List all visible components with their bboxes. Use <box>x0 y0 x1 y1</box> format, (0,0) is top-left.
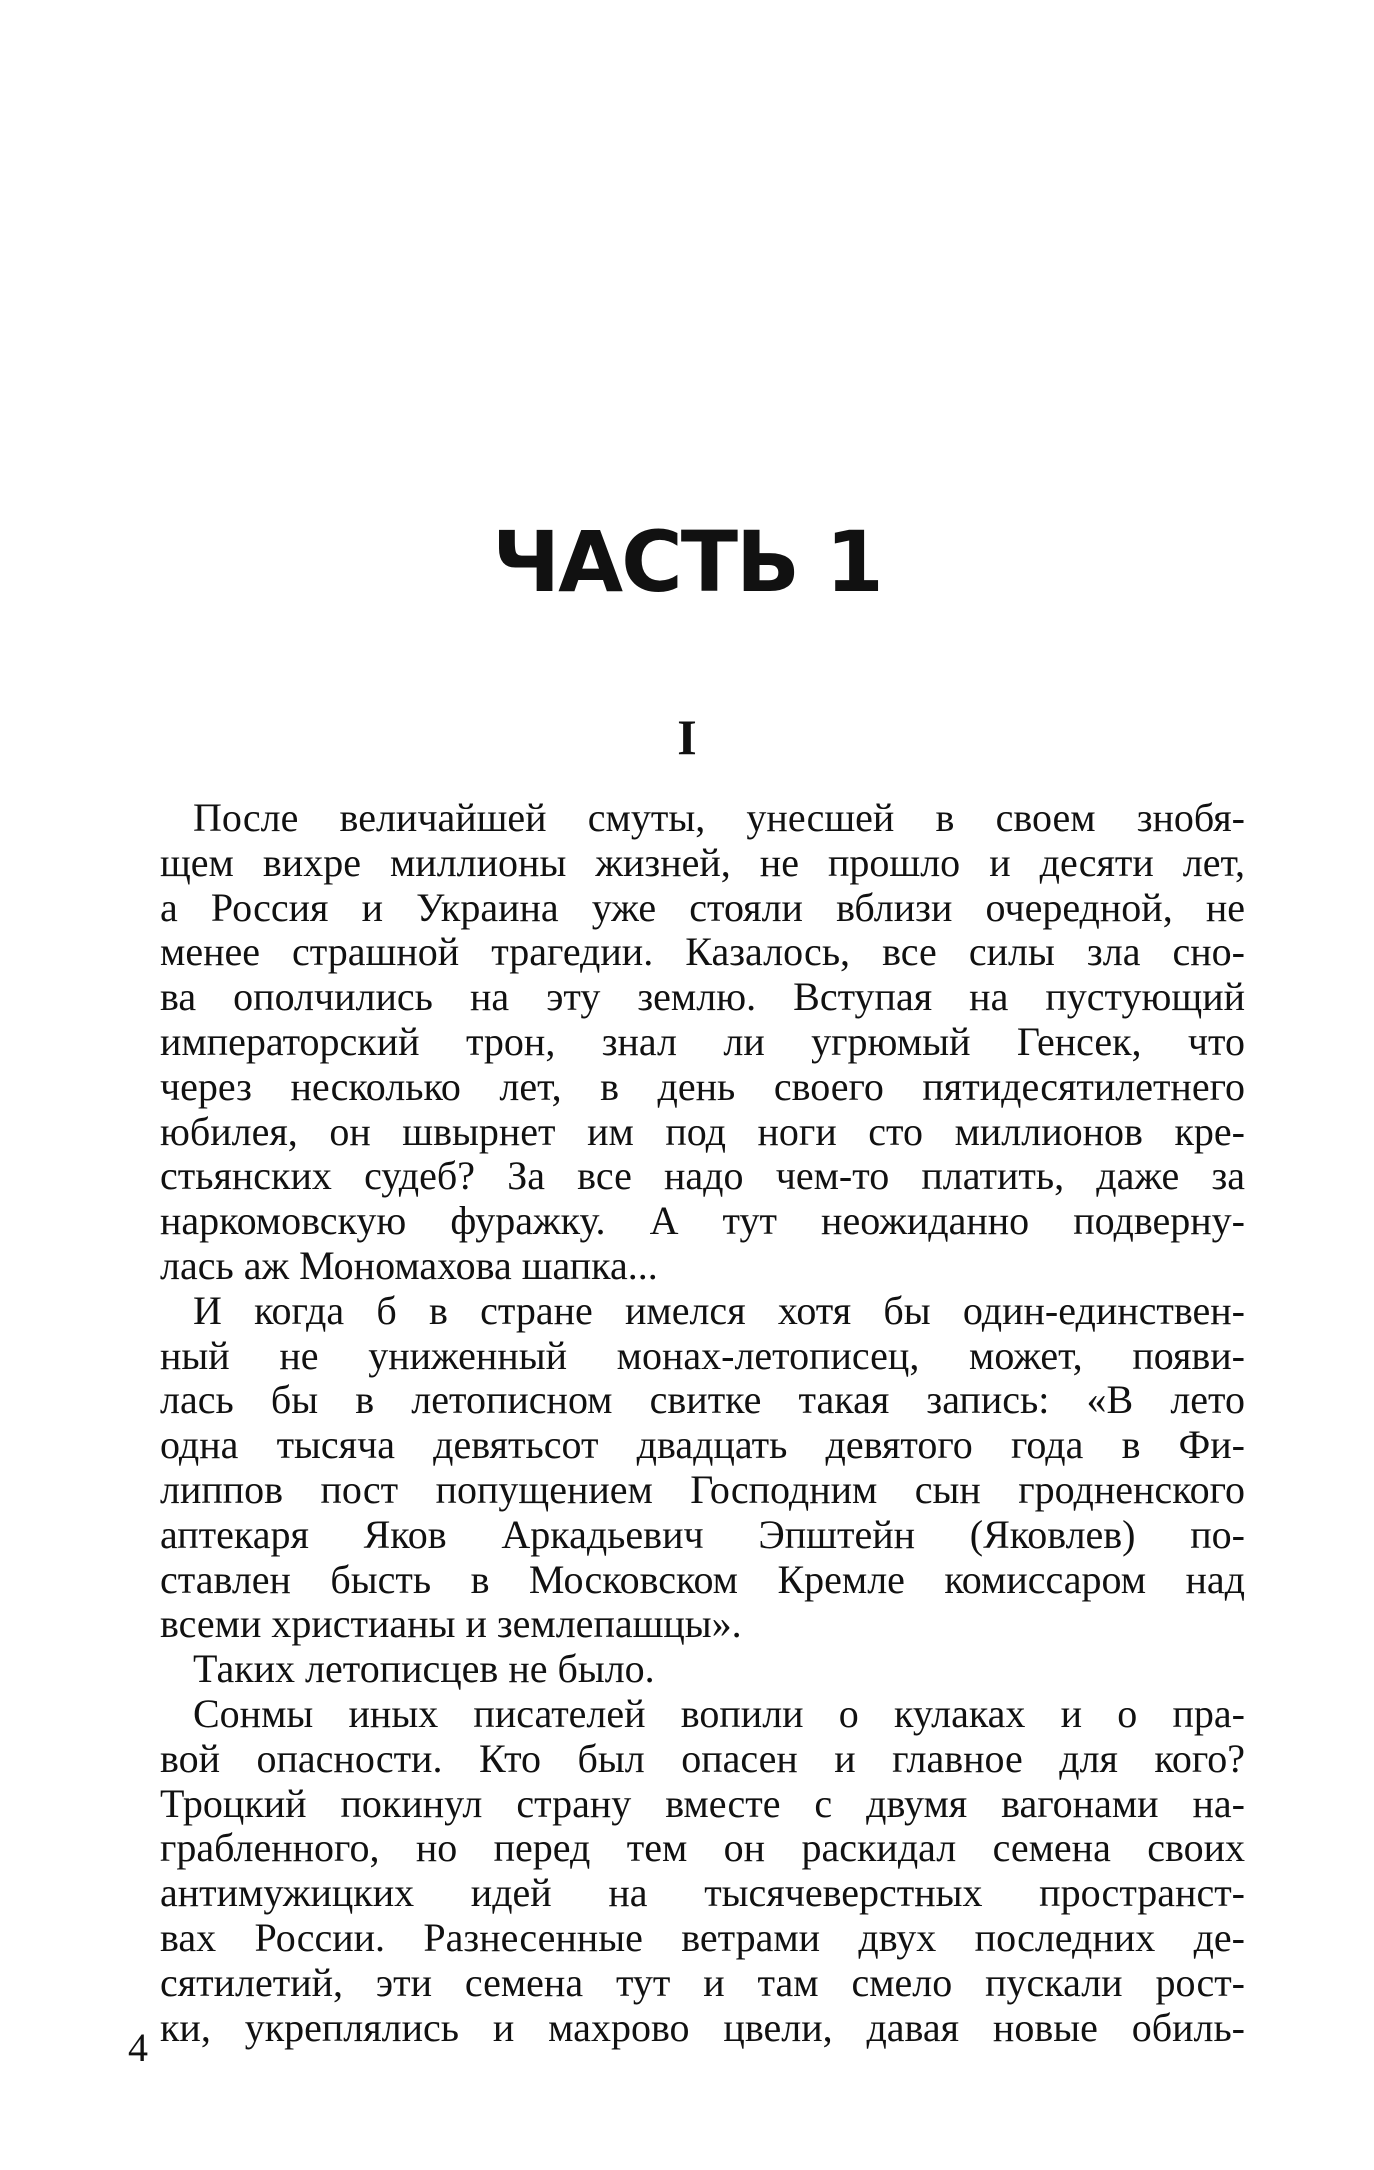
text-line: Таких летописцев не было. <box>193 1647 655 1692</box>
text-line: стьянских судеб? За все надо чем-то платить, даже за <box>160 1154 1245 1199</box>
text-line: вой опасности. Кто был опасен и главное для кого? <box>160 1736 1245 1781</box>
text-line: аптекаря Яков Аркадьевич Эпштейн (Яковлев) по- <box>160 1512 1245 1557</box>
text-line: наркомовскую фуражку. А тут неожиданно подверну- <box>160 1199 1245 1244</box>
chapter-number: I <box>677 709 697 765</box>
part-title: ЧАСТЬ 1 <box>492 513 882 611</box>
text-line: щем вихре миллионы жизней, не прошло и десяти лет, <box>160 840 1245 885</box>
text-line: грабленного, но перед тем он раскидал семена своих <box>160 1826 1245 1871</box>
text-line: императорский трон, знал ли угрюмый Генсек, что <box>160 1019 1245 1064</box>
text-line: антимужицких идей на тысячеверстных пространст- <box>160 1871 1245 1916</box>
text-line: а Россия и Украина уже стояли вблизи очередной, не <box>160 885 1245 930</box>
page-number: 4 <box>128 2025 148 2070</box>
text-line: одна тысяча девятьсот двадцать девятого года в Фи- <box>160 1423 1245 1468</box>
body-text <box>160 796 1245 2050</box>
text-line: вах России. Разнесенные ветрами двух последних де- <box>160 1915 1245 1960</box>
text-line: лась бы в летописном свитке такая запись: «В лето <box>160 1378 1245 1423</box>
text-line: Сонмы иных писателей вопили о кулаках и о пра- <box>193 1691 1245 1736</box>
text-line: липпов пост попущением Господним сын гродненского <box>160 1467 1245 1512</box>
text-line: всеми христианы и землепашцы». <box>160 1602 742 1647</box>
text-line: После величайшей смуты, унесшей в своем знобя- <box>193 796 1245 840</box>
text-line: юбилея, он швырнет им под ноги сто миллионов кре- <box>160 1109 1245 1154</box>
text-line: ставлен бысть в Московском Кремле комиссаром над <box>160 1557 1245 1602</box>
text-line: менее страшной трагедии. Казалось, все силы зла сно- <box>160 930 1245 975</box>
text-line: ный не униженный монах-летописец, может, появи- <box>160 1333 1245 1378</box>
text-line: ва ополчились на эту землю. Вступая на пустующий <box>160 975 1245 1020</box>
text-line: Троцкий покинул страну вместе с двумя вагонами на- <box>160 1781 1245 1826</box>
text-line: И когда б в стране имелся хотя бы один-единствен- <box>193 1288 1245 1333</box>
text-line: сятилетий, эти семена тут и там смело пускали рост- <box>160 1960 1245 2005</box>
text-line: лась аж Мономахова шапка... <box>160 1243 658 1288</box>
text-line: ки, укреплялись и махрово цвели, давая новые обиль- <box>160 2005 1245 2050</box>
text-line: через несколько лет, в день своего пятидесятилетнего <box>160 1064 1245 1109</box>
